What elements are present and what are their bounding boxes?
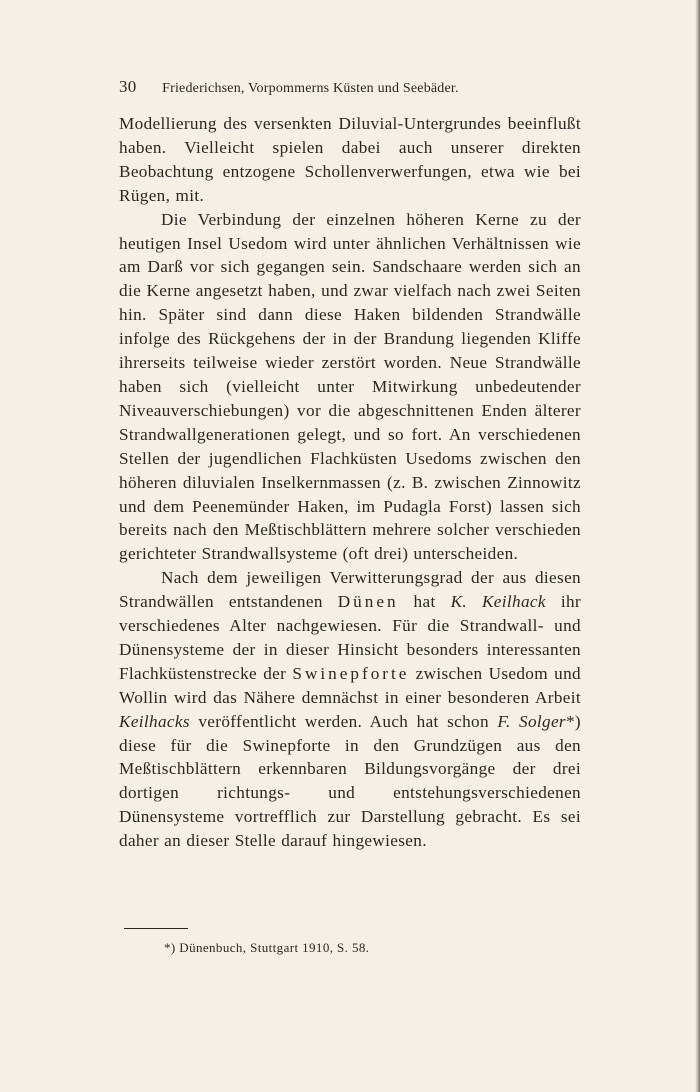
spaced-word-swinepforte: Swinepforte xyxy=(292,663,410,683)
page-number: 30 xyxy=(119,77,137,96)
author-solger: F. Solger xyxy=(497,711,566,731)
spaced-word-dunen: Dünen xyxy=(337,592,399,612)
paragraph-3-text-c: ihr verschiedenes Alter nachgewiesen. Für die Strandwall- und Dünensysteme der in dieser Hinsicht besonders interessanten Flachküstenstrecke der xyxy=(119,592,581,683)
paragraph-3-text-a: Nach dem jeweiligen Verwitterungsgrad der aus diesen Strandwällen entstandenen xyxy=(119,568,581,612)
page-edge xyxy=(695,0,700,1092)
paragraph-2: Die Verbindung der einzelnen höheren Kerne zu der heutigen Insel Usedom wird unter ähnlichen Verhältnissen wie am Darß vor sich gegangen sein. Sandschaare werden sich an die Kerne angesetzt haben, und zwar vielfach nach zwei Seiten hin. Später sind dann diese Haken bildenden Strandwälle infolge des Rückgehens der in der Brandung liegenden Kliffe ihrerseits teilweise wieder zerstört worden. Neue Strandwälle haben sich (vielleicht unter Mitwirkung unbedeutender Niveauverschiebungen) vor die abgeschnittenen Enden älterer Strandwallgenerationen gelegt, und so fort. An verschiedenen Stellen der jugendlichen Flachküsten Usedoms zwischen den höheren diluvialen Inselkernmassen (z. B. zwischen Zinnowitz und dem Peenemünder Haken, im Pudagla Forst) lassen sich bereits nach den Meßtischblättern mehrere solcher verschieden gerichteter Strandwallsysteme (oft drei) unterscheiden. xyxy=(119,209,581,564)
paragraph-1: Modellierung des versenkten Diluvial-Untergrundes beeinflußt haben. Vielleicht spielen dabei auch unserer direkten Beobachtung entzogene Schollenverwerfungen, etwa wie bei Rügen, mit. xyxy=(119,114,581,205)
footnote-marker: *) xyxy=(565,711,582,731)
body-text xyxy=(119,112,581,853)
running-title: Friederichsen, Vorpommerns Küsten und Seebäder. xyxy=(162,81,459,96)
author-keilhacks: Keilhacks xyxy=(119,711,190,731)
paragraph-3-text-d: zwischen Usedom und Wollin wird das Nähere demnächst in einer besonderen Arbeit xyxy=(119,663,581,707)
paragraph-3-text-b: hat xyxy=(398,592,451,612)
running-header xyxy=(119,77,559,97)
author-keilhack: K. Keilhack xyxy=(450,592,546,612)
paragraph-3-text-f: diese für die Swinepforte in den Grundzügen aus den Meßtischblättern erkennbaren Bildungsvorgänge der drei dortigen richtungs- und entstehungsverschiedenen Dünensysteme vortrefflich zur Darstellung gebracht. Es sei daher an dieser Stelle darauf hingewiesen. xyxy=(119,735,581,851)
footnote: *) Dünenbuch, Stuttgart 1910, S. 58. xyxy=(164,940,370,955)
paragraph-3-text-e: veröffentlicht werden. Auch hat schon xyxy=(189,711,498,731)
paragraph-3 xyxy=(119,566,581,853)
footnote-rule xyxy=(124,928,188,929)
